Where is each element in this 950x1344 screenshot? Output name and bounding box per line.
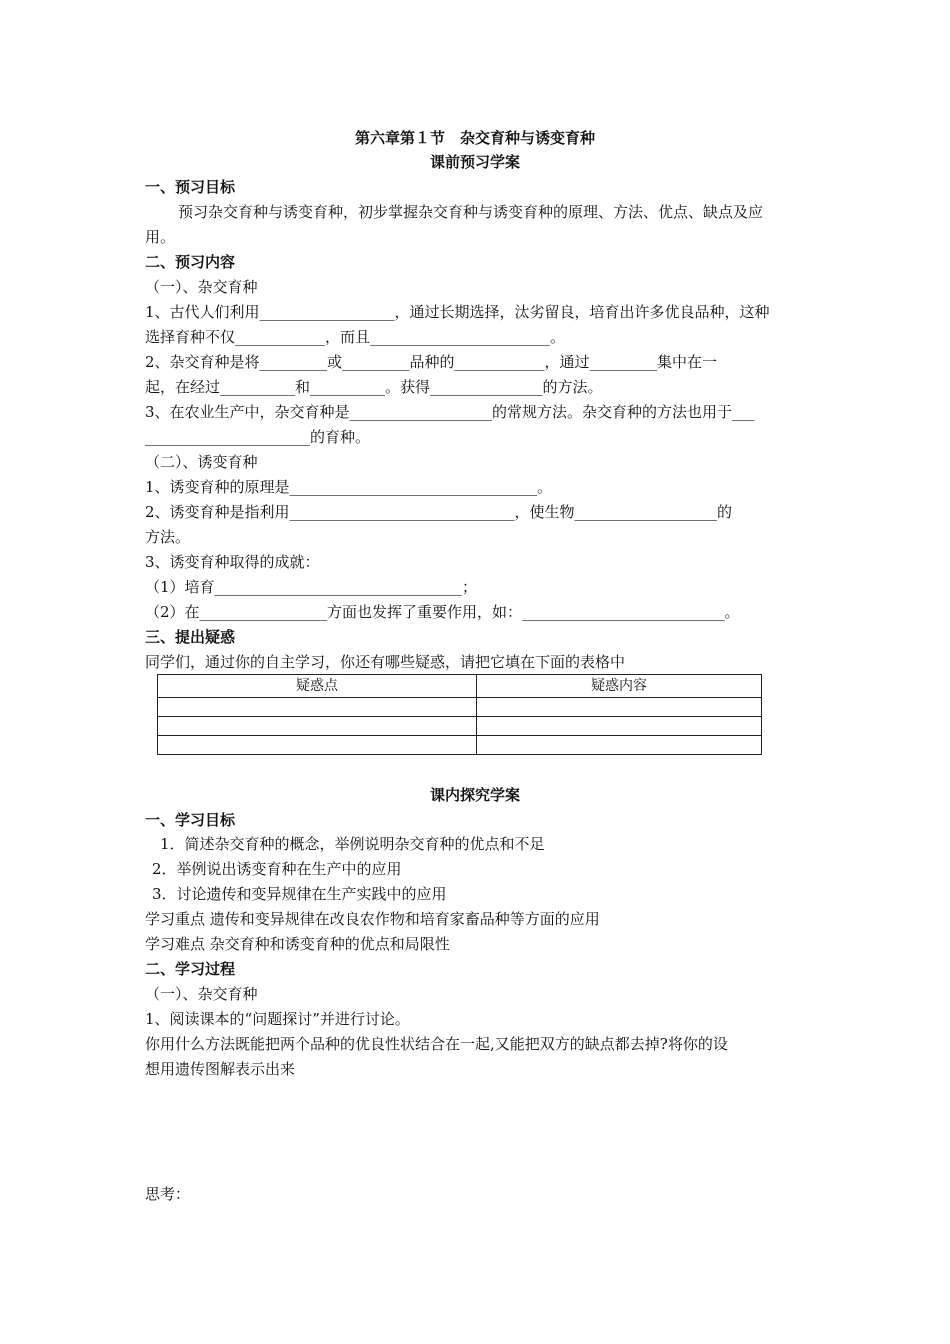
question-line: 起，在经过__________和__________。获得_______________的方法。: [145, 378, 603, 396]
table-header-cell: 疑惑点: [158, 675, 477, 698]
heading-preview-content: 二、预习内容: [145, 253, 236, 271]
question-line: 1、古代人们利用__________________，通过长期选择，汰劣留良，培育出许多优良品种，这种: [145, 303, 770, 321]
questions-intro: 同学们，通过你的自主学习，你还有哪些疑惑，请把它填在下面的表格中: [145, 653, 626, 671]
question-line: （2）在_________________方面也发挥了重要作用，如：___________________________。: [145, 603, 740, 621]
question-line: 2、诱变育种是指利用______________________________，使生物___________________的: [145, 503, 733, 521]
section-title-preview: 课前预习学案: [429, 153, 520, 171]
subheading-mutation: （二）、诱变育种: [145, 453, 258, 471]
question-line: 选择育种不仅____________，而且________________________。: [145, 328, 566, 346]
preview-goal-text-1: 预习杂交育种与诱变育种，初步掌握杂交育种与诱变育种的原理、方法、优点、缺点及应: [178, 203, 764, 221]
table-row: [158, 717, 762, 736]
question-line: 方法。: [145, 528, 191, 546]
table-row: [158, 736, 762, 755]
key-point: 学习重点 遗传和变异规律在改良农作物和培育家畜品种等方面的应用: [145, 910, 600, 928]
preview-goal-text-2: 用。: [145, 228, 176, 246]
section-title-inclass: 课内探究学案: [429, 786, 520, 804]
question-line: 1、诱变育种的原理是_________________________________。: [145, 478, 553, 496]
subheading-hybrid: （一）、杂交育种: [145, 278, 258, 296]
difficult-point: 学习难点 杂交育种和诱变育种的优点和局限性: [145, 935, 450, 953]
goal-item: 2．举例说出诱变育种在生产中的应用: [152, 860, 402, 878]
table-header-cell: 疑惑内容: [477, 675, 762, 698]
process-text: 想用遗传图解表示出来: [145, 1060, 296, 1078]
question-line: 3、在农业生产中，杂交育种是___________________的常规方法。杂交育种的方法也用于___: [145, 403, 755, 421]
subheading-hybrid-process: （一）、杂交育种: [145, 985, 258, 1003]
table-cell[interactable]: [477, 698, 762, 717]
table-cell[interactable]: [158, 717, 477, 736]
question-line: ______________________的育种。: [145, 428, 371, 446]
process-text: 1、阅读课本的“问题探讨”并进行讨论。: [145, 1010, 410, 1028]
table-row: [158, 698, 762, 717]
heading-learning-goals: 一、学习目标: [145, 811, 236, 829]
heading-learning-process: 二、学习过程: [145, 960, 236, 978]
question-line: 3、诱变育种取得的成就：: [145, 553, 320, 571]
question-line: 2、杂交育种是将_________或_________品种的____________，通过_________集中在一: [145, 353, 718, 371]
think-label: 思考：: [145, 1185, 191, 1203]
table-cell[interactable]: [158, 736, 477, 755]
heading-preview-goal: 一、预习目标: [145, 178, 236, 196]
goal-item: 3．讨论遗传和变异规律在生产实践中的应用: [152, 885, 447, 903]
question-line: （1）培育_________________________________；: [145, 578, 478, 596]
page-title: 第六章第１节 杂交育种与诱变育种: [354, 129, 595, 147]
table-cell[interactable]: [158, 698, 477, 717]
table-cell[interactable]: [477, 736, 762, 755]
table-header-row: [158, 675, 762, 698]
heading-questions: 三、提出疑惑: [145, 628, 236, 646]
goal-item: 1．简述杂交育种的概念，举例说明杂交育种的优点和不足: [160, 835, 545, 853]
doubts-table: [157, 674, 762, 755]
process-text: 你用什么方法既能把两个品种的优良性状结合在一起,又能把双方的缺点都去掉?将你的设: [145, 1035, 728, 1053]
table-cell[interactable]: [477, 717, 762, 736]
